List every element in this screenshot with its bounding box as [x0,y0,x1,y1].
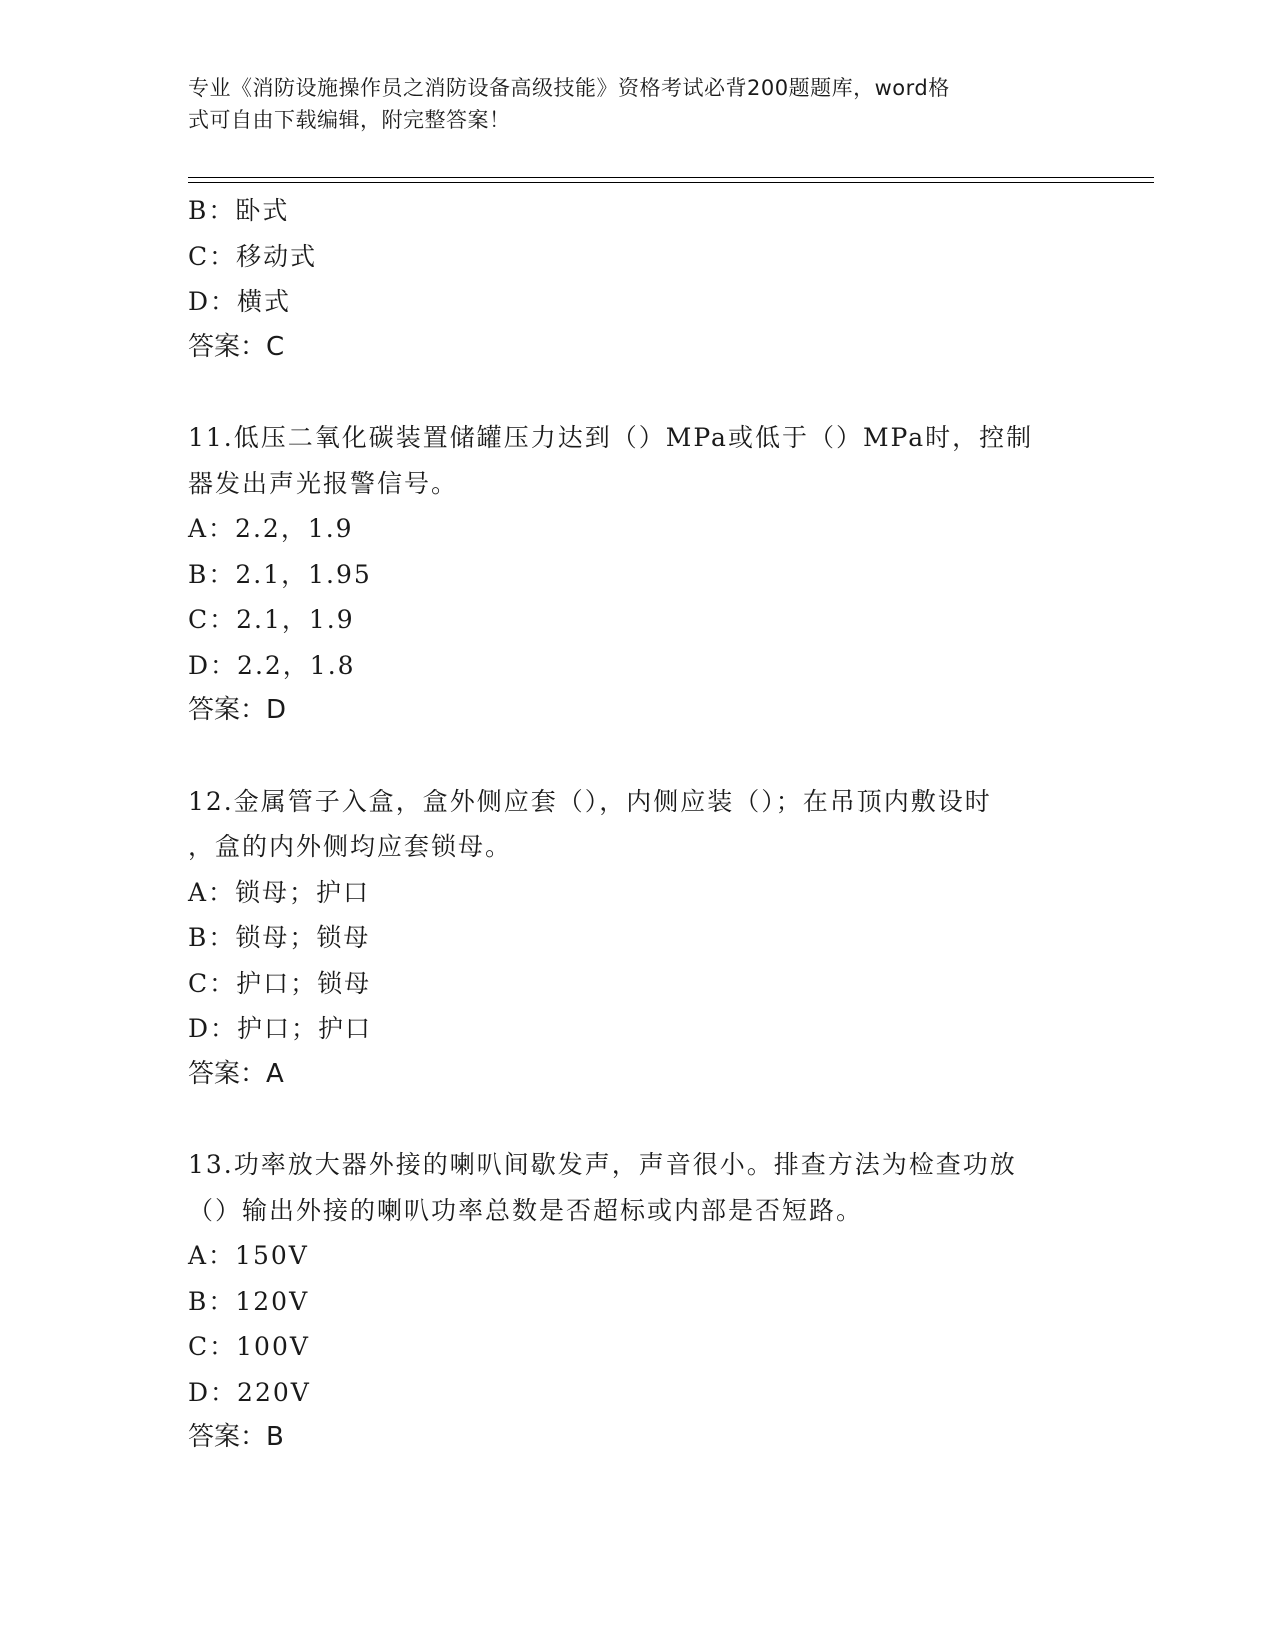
answer-line: 答案：C [188,331,285,362]
question-13 [188,1142,1088,1461]
option-d: D：220V [188,1377,311,1407]
option-c: C：100V [188,1332,310,1361]
answer-line: 答案：B [188,1422,284,1452]
question-12 [188,779,1088,1098]
answer-line: 答案：D [188,695,287,725]
question-stem-line-2: （）输出外接的喇叭功率总数是否超标或内部是否短路。 [188,1195,864,1225]
question-list [188,188,1088,1461]
question-stem-line-1: 11.低压二氧化碳装置储罐压力达到（）MPa或低于（）MPa时，控制 [188,423,1034,452]
option-c: C：移动式 [188,241,318,271]
header-divider-top [188,177,1154,178]
question-11 [188,415,1088,734]
question-stem-line-1: 13.功率放大器外接的喇叭间歇发声，声音很小。排查方法为检查功放 [188,1150,1017,1179]
option-b: B：120V [188,1286,310,1316]
option-a: A：150V [188,1241,309,1270]
question-stem-line-1: 12.金属管子入盒，盒外侧应套（），内侧应装（）；在吊顶内敷设时 [188,786,992,816]
header-line-2: 式可自由下载编辑，附完整答案！ [188,108,511,132]
header-divider-bottom [188,182,1154,183]
question-stem-line-2: ，盒的内外侧均应套锁母。 [188,832,513,861]
option-d: D：横式 [188,287,292,316]
option-b: B：2.1，1.95 [188,559,372,589]
option-a: A：2.2，1.9 [188,514,354,543]
question-stem-line-2: 器发出声光报警信号。 [188,468,459,498]
option-b: B：锁母；锁母 [188,923,371,952]
option-a: A：锁母；护口 [188,877,371,907]
option-c: C：2.1，1.9 [188,605,355,634]
option-c: C：护口；锁母 [188,968,372,998]
option-d: D：2.2，1.8 [188,650,356,680]
question-10-continued [188,188,1088,370]
option-d: D：护口；护口 [188,1014,373,1043]
header-line-1: 专业《消防设施操作员之消防设备高级技能》资格考试必背200题题库，word格 [188,76,950,100]
document-header [188,72,1068,136]
option-b: B：卧式 [188,196,290,225]
answer-line: 答案：A [188,1058,284,1089]
